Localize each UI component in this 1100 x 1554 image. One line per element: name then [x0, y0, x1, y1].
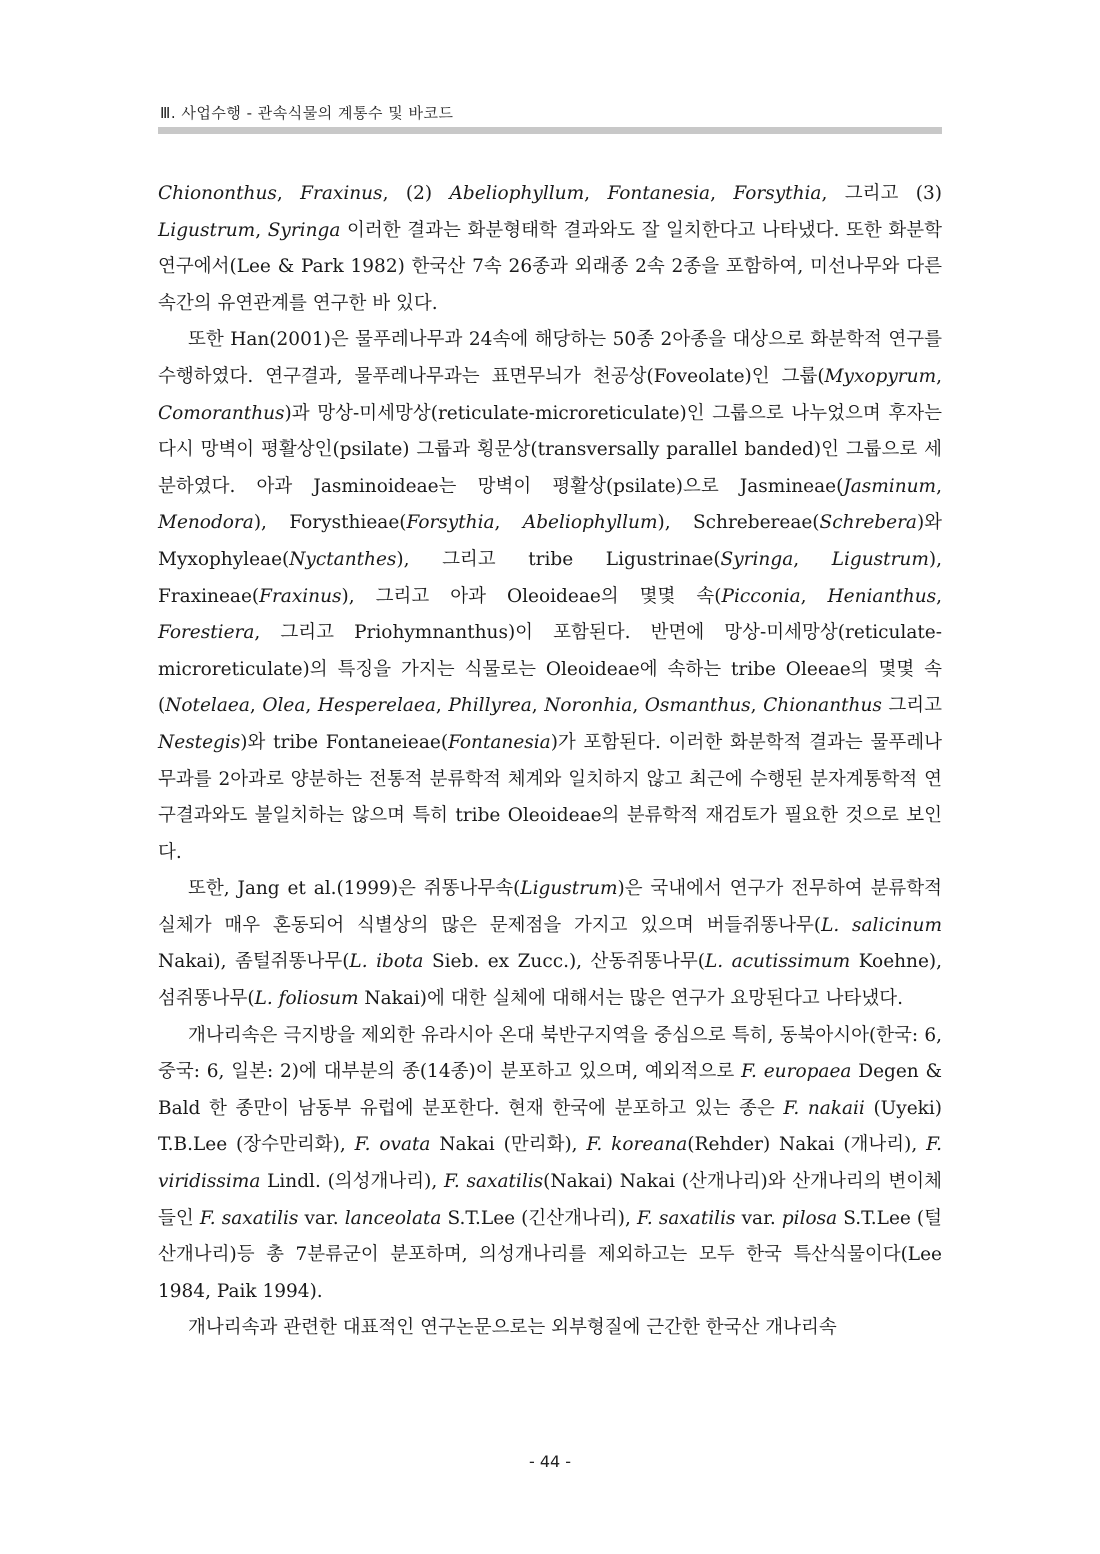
- text-run: 개나리속과 관련한 대표적인 연구논문으로는 외부형질에 근간한 한국산 개나리속: [188, 1317, 837, 1339]
- text-run: , 그리고 (3): [821, 183, 942, 204]
- taxon-name: lanceolata: [344, 1207, 442, 1229]
- text-run: Lindl. (의성개나리),: [260, 1171, 444, 1193]
- taxon-name: L. ibota: [349, 951, 424, 973]
- taxon-name: Henianthus: [827, 585, 937, 607]
- text-run: )와 tribe Fontaneieae(: [240, 731, 449, 753]
- text-run: Nakai (만리화),: [430, 1134, 587, 1156]
- text-run: Nakai), 좀털쥐똥나무(: [158, 951, 350, 973]
- text-run: S.T.Lee (긴산개나리),: [441, 1207, 637, 1229]
- text-run: ,: [276, 183, 301, 204]
- text-run: 이러한 결과는 화분형태학 결과와도 잘 일치한다고 나타냈다. 또한 화분학 연구에서(Lee & Park 1982) 한국산 7속 26종과 외래종 2속 2종을 포함하여, 미선나무와 다른 속간의 유연관계를 연구한 바 있다.: [158, 219, 942, 314]
- taxon-name: Fraxinus: [259, 585, 342, 607]
- text-run: )은 국내에서 연구가 전무하여 분류학적 실체가 매우 혼동되어 식별상의 많은 문제점을 가지고 있으며 버들쥐똥나무(: [158, 878, 942, 936]
- taxon-name: Myxopyrum: [824, 365, 937, 387]
- paragraph: [158, 871, 942, 1017]
- taxon-name: F. nakaii: [783, 1097, 865, 1119]
- text-run: ,: [750, 695, 764, 717]
- taxon-name: Chionanthus: [763, 695, 882, 717]
- taxon-name: L. acutissimum: [705, 951, 851, 973]
- taxon-name: Ligustrum: [158, 219, 256, 241]
- text-run: var.: [735, 1207, 782, 1229]
- text-run: ,: [710, 183, 734, 204]
- taxon-name: Jasminum: [843, 475, 937, 497]
- taxon-name: Syringa: [267, 219, 341, 241]
- text-run: ,: [584, 183, 608, 204]
- taxon-name: Forestiera: [158, 622, 255, 644]
- text-run: Nakai)에 대한 실체에 대해서는 많은 연구가 요망된다고 나타냈다.: [358, 988, 903, 1010]
- text-run: S.T.Lee (털산개나리)등 총 7분류군이 분포하며, 의성개나리를 제외하고는 모두 한국 특산식물이다(Lee 1984, Paik 1994).: [158, 1207, 943, 1302]
- text-run: ,: [305, 695, 318, 717]
- taxon-name: F. saxatilis: [443, 1171, 544, 1193]
- text-run: ,: [800, 585, 828, 607]
- taxon-name: F. ovata: [354, 1134, 431, 1156]
- taxon-name: Phillyrea: [448, 695, 532, 717]
- taxon-name: F. europaea: [741, 1061, 852, 1083]
- text-run: 그리고: [881, 695, 943, 717]
- taxon-name: Syringa: [720, 548, 794, 570]
- running-header: Ⅲ. 사업수행 - 관속식물의 계통수 및 바코드: [160, 104, 454, 122]
- text-run: var.: [298, 1207, 345, 1229]
- paragraph: [158, 1310, 942, 1347]
- taxon-name: Nyctanthes: [289, 548, 397, 570]
- text-run: (Nakai) Nakai (산개나리)와 산개나리의 변이체들인: [158, 1171, 942, 1229]
- text-run: ,: [255, 219, 268, 241]
- taxon-name: F. koreana: [586, 1134, 688, 1156]
- text-run: ), Fraxineae(: [158, 548, 942, 607]
- taxon-name: Nestegis: [158, 731, 241, 753]
- taxon-name: L. salicinum: [821, 914, 942, 936]
- text-run: ), 그리고 아과 Oleoideae의 몇몇 속(: [341, 585, 722, 607]
- taxon-name: F. viridissima: [158, 1134, 942, 1193]
- taxon-name: Ligustrum: [520, 878, 618, 900]
- taxon-name: Comoranthus: [158, 402, 285, 424]
- taxon-name: L. foliosum: [254, 988, 359, 1010]
- paragraph: [158, 322, 942, 871]
- text-run: Sieb. ex Zucc.), 산동쥐똥나무(: [423, 951, 705, 973]
- taxon-name: Schrebera: [819, 512, 917, 534]
- taxon-name: Abeliophyllum: [522, 512, 658, 534]
- taxon-name: Forsythia: [733, 183, 822, 204]
- taxon-name: Menodora: [158, 512, 254, 534]
- paragraph: [158, 176, 942, 322]
- taxon-name: Noronhia: [544, 695, 633, 717]
- taxon-name: pilosa: [781, 1207, 838, 1229]
- taxon-name: Picconia: [721, 585, 801, 607]
- text-run: ), Schrebereae(: [657, 512, 820, 534]
- text-run: , 그리고 Priohymnanthus)이 포함된다. 반면에 망상-미세망상(reticulate-microreticulate)의 특징을 가지는 식물로는 Oleoideae에 속하는 tribe Oleeae의 몇몇 속(: [158, 622, 942, 717]
- text-run: ,: [435, 695, 449, 717]
- text-run: Koehne), 섬쥐똥나무(: [158, 951, 943, 1010]
- taxon-name: Forsythia: [406, 512, 495, 534]
- text-run: 또한 Han(2001)은 물푸레나무과 24속에 해당하는 50종 2아종을 대상으로 화분학적 연구를 수행하였다. 연구결과, 물푸레나무과는 표면무늬가 천공상(Foveolate)인 그룹(: [158, 329, 942, 387]
- taxon-name: Ligustrum: [831, 548, 929, 570]
- text-run: (Rehder) Nakai (개나리),: [687, 1134, 927, 1156]
- taxon-name: Fontanesia: [607, 183, 711, 204]
- text-run: )와 Myxophyleae(: [158, 512, 943, 570]
- taxon-name: Notelaea: [165, 695, 250, 717]
- taxon-name: Fontanesia: [448, 731, 551, 753]
- text-run: ,: [632, 695, 645, 717]
- header-rule: [158, 127, 942, 134]
- taxon-name: Olea: [262, 695, 306, 717]
- paragraph: [158, 1018, 942, 1311]
- text-run: )과 망상-미세망상(reticulate-microreticulate)인 그룹으로 나누었으며 후자는 다시 망벽이 평활상인(psilate) 그룹과 횡문상(transversally parallel banded)인 그룹으로 세분하였다. 아과 Jasminoideae는 망벽이 평활상(psilate)으로 Jasmineae(: [158, 402, 942, 497]
- page-number: - 44 -: [528, 1452, 572, 1471]
- text-run: ,: [531, 695, 545, 717]
- text-run: ,: [936, 475, 942, 497]
- taxon-name: Fraxinus: [300, 183, 383, 204]
- text-run: , (2): [382, 183, 450, 204]
- text-run: ,: [494, 512, 523, 534]
- taxon-name: Hesperelaea: [317, 695, 436, 717]
- text-run: ,: [249, 695, 263, 717]
- taxon-name: F. saxatilis: [199, 1207, 299, 1229]
- text-run: 또한, Jang et al.(1999)은 쥐똥나무속(: [188, 878, 521, 900]
- text-run: 개나리속은 극지방을 제외한 유라시아 온대 북반구지역을 중심으로 특히, 동북아시아(한국: 6, 중국: 6, 일본: 2)에 대부분의 종(14종)이 분포하고 있으며, 예외적으로: [158, 1024, 942, 1083]
- text-run: ), 그리고 tribe Ligustrinae(: [396, 548, 721, 570]
- text-run: ), Forysthieae(: [253, 512, 407, 534]
- taxon-name: Osmanthus: [644, 695, 751, 717]
- text-run: )가 포함된다. 이러한 화분학적 결과는 물푸레나무과를 2아과로 양분하는 전통적 분류학적 체계와 일치하지 않고 최근에 수행된 분자계통학적 연구결과와도 불일치하는 않으며 특히 tribe Oleoideae의 분류학적 재검토가 필요한 것으로 보인다.: [158, 731, 942, 863]
- text-run: ,: [936, 585, 943, 607]
- taxon-name: Chiononthus: [158, 183, 277, 204]
- text-run: Degen & Bald 한 종만이 남동부 유럽에 분포한다. 현재 한국에 분포하고 있는 종은: [158, 1061, 942, 1119]
- taxon-name: F. saxatilis: [636, 1207, 736, 1229]
- taxon-name: Abeliophyllum: [449, 183, 585, 204]
- text-run: ,: [793, 548, 832, 570]
- text-run: ,: [936, 365, 942, 387]
- text-run: (Uyeki) T.B.Lee (장수만리화),: [158, 1097, 942, 1156]
- body-text: [158, 176, 942, 1347]
